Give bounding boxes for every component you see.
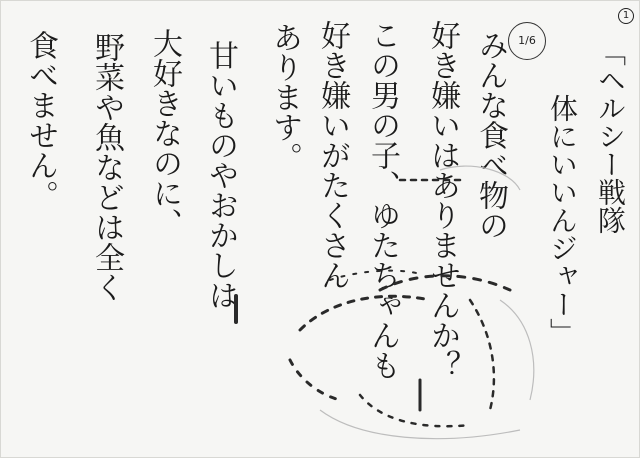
body-line-9: 食べません。 [23,30,58,210]
body-line-8: 野菜や魚などは全く [89,32,124,302]
subtitle-line: 体にいいんジャー」 [546,94,579,346]
body-line-3: この男の子、ゆたちゃんも [365,20,400,380]
body-line-6: 甘いものやおかしは [203,40,238,310]
page-stamp: 1/6 [508,22,546,60]
body-line-2: 好き嫌いはありませんか？ [425,20,460,380]
body-line-4: 好き嫌いがたくさん [315,20,350,290]
title-line: 「ヘルシー戦隊 [594,38,627,234]
body-line-7: 大好きなのに、 [147,28,182,238]
body-line-5: あります。 [267,22,302,172]
page-number-circle: 1 [618,8,634,24]
body-line-1: みんな食べ物の [473,30,508,240]
